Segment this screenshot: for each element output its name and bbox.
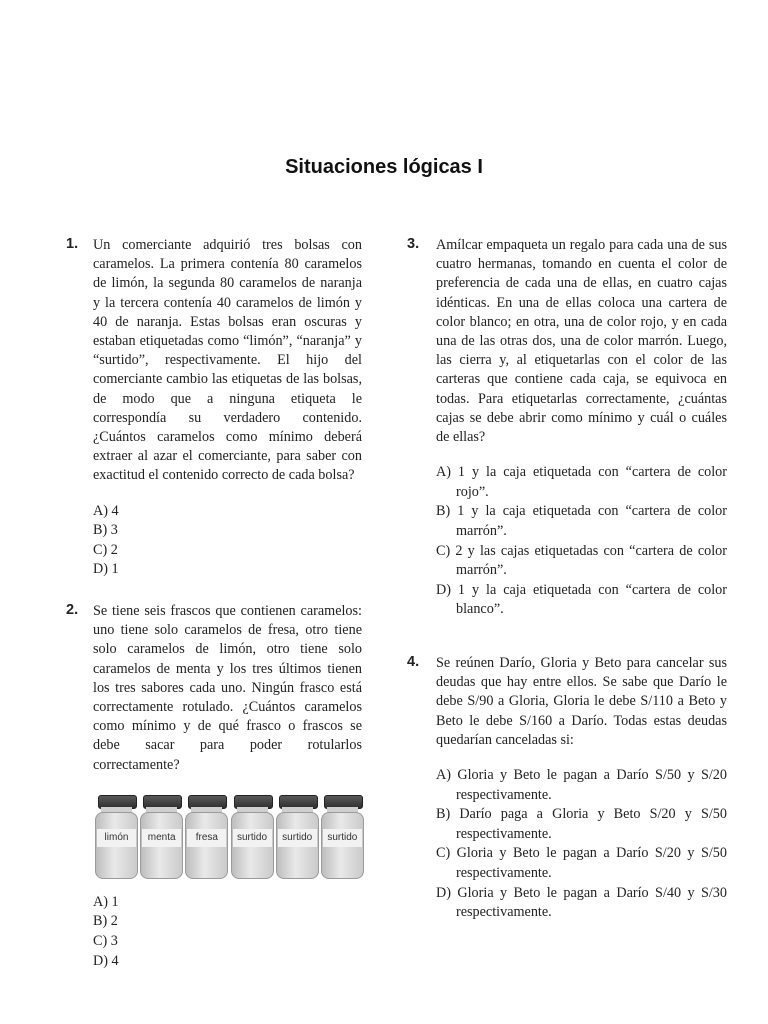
jar xyxy=(185,795,226,879)
jar-label: limón xyxy=(97,829,136,847)
jar xyxy=(276,795,317,879)
problem-statement: Amílcar empaqueta un regalo para cada una de sus cuatro hermanas, tomando en cuenta el color de preferencia de cada una de ellas, en cuatro cajas idénticas. En una de ellas coloca una cartera de color blanco; en otra, una de color rojo, y en cada una de las otras dos, una de color marrón. Luego, las cierra y, al etiquetarlas con el color de las carteras que contiene cada caja, se equivoca en todas. Para etiquetarlas correctamente, ¿cuántas cajas se debe abrir como mínimo y cuál o cuáles de ellas? xyxy=(436,237,727,446)
jars-illustration xyxy=(95,795,362,879)
option-a: A) 1 y la caja etiquetada con “cartera de color rojo”. xyxy=(436,464,727,500)
option-b: B) 2 xyxy=(93,913,118,930)
option-a: A) 1 xyxy=(93,893,119,910)
option-c: C) 3 xyxy=(93,933,118,950)
problem-number: 3. xyxy=(407,236,420,252)
option-d: D) 4 xyxy=(93,952,119,969)
problem-4 xyxy=(405,654,727,923)
problem-number: 1. xyxy=(66,236,79,252)
jar xyxy=(140,795,181,879)
jar-label: surtido xyxy=(323,829,362,847)
jar-label: menta xyxy=(142,829,181,847)
problem-statement: Se tiene seis frascos que contienen caramelos: uno tiene solo caramelos de fresa, otro tiene solo caramelos de limón, otro tiene solo caramelos de menta y los tres últimos tienen los tres sabores cada uno. Ningún frasco está correctamente rotulado. ¿Cuántos caramelos como mínimo y de qué frasco o frascos se debe sacar para poder rotularlos correctamente? xyxy=(93,603,362,773)
options-list xyxy=(436,766,727,923)
jar xyxy=(231,795,272,879)
option-a: A) Gloria y Beto le pagan a Darío S/50 y S/20 respectivamente. xyxy=(436,767,727,803)
jar-label: surtido xyxy=(233,829,272,847)
problem-statement: Se reúnen Darío, Gloria y Beto para cancelar sus deudas que hay entre ellos. Se sabe que Darío le debe S/90 a Gloria, Gloria le debe S/110 a Beto y Beto le debe S/160 a Darío. Todas estas deudas quedarían canceladas si: xyxy=(436,654,727,748)
options-list xyxy=(436,463,727,620)
page-title: Situaciones lógicas I xyxy=(285,156,483,178)
option-c: C) Gloria y Beto le pagan a Darío S/20 y S/50 respectivamente. xyxy=(436,845,727,881)
option-d: D) Gloria y Beto le pagan a Darío S/40 y S/30 respectivamente. xyxy=(436,884,727,921)
right-column xyxy=(405,236,727,945)
jar xyxy=(95,795,136,879)
options-list xyxy=(93,502,362,580)
problem-2 xyxy=(62,602,362,971)
option-a: A) 4 xyxy=(93,502,119,519)
option-d: D) 1 y la caja etiquetada con “cartera de color blanco”. xyxy=(436,581,727,618)
option-c: C) 2 y las cajas etiquetadas con “cartera de color marrón”. xyxy=(436,542,727,579)
problem-1 xyxy=(62,236,362,580)
options-list xyxy=(93,893,362,971)
option-b: B) Darío paga a Gloria y Beto S/20 y S/50 respectivamente. xyxy=(436,806,727,842)
option-c: C) 2 xyxy=(93,541,118,558)
left-column xyxy=(62,236,362,993)
problem-number: 2. xyxy=(66,602,79,619)
jar-label: surtido xyxy=(278,829,317,847)
jar-label: fresa xyxy=(187,829,226,847)
jar xyxy=(321,795,362,879)
option-b: B) 3 xyxy=(93,522,118,539)
problem-number: 4. xyxy=(407,653,420,670)
problem-3 xyxy=(405,236,727,620)
option-d: D) 1 xyxy=(93,561,119,578)
option-b: B) 1 y la caja etiquetada con “cartera de color marrón”. xyxy=(436,503,727,540)
problem-statement: Un comerciante adquirió tres bolsas con caramelos. La primera contenía 80 caramelos de limón, la segunda 80 caramelos de naranja y la tercera contenía 40 caramelos de limón y 40 de naranja. Estas bolsas eran oscuras y estaban etiquetadas como “limón”, “naranja” y “surtido”, respectivamente. El hijo del comerciante cambio las etiquetas de las bolsas, de modo que a ninguna etiqueta le correspondía su verdadero contenido. ¿Cuántos caramelos como mínimo deberá extraer al azar el comerciante, para saber con exactitud el contenido correcto de cada bolsa? xyxy=(93,237,362,484)
